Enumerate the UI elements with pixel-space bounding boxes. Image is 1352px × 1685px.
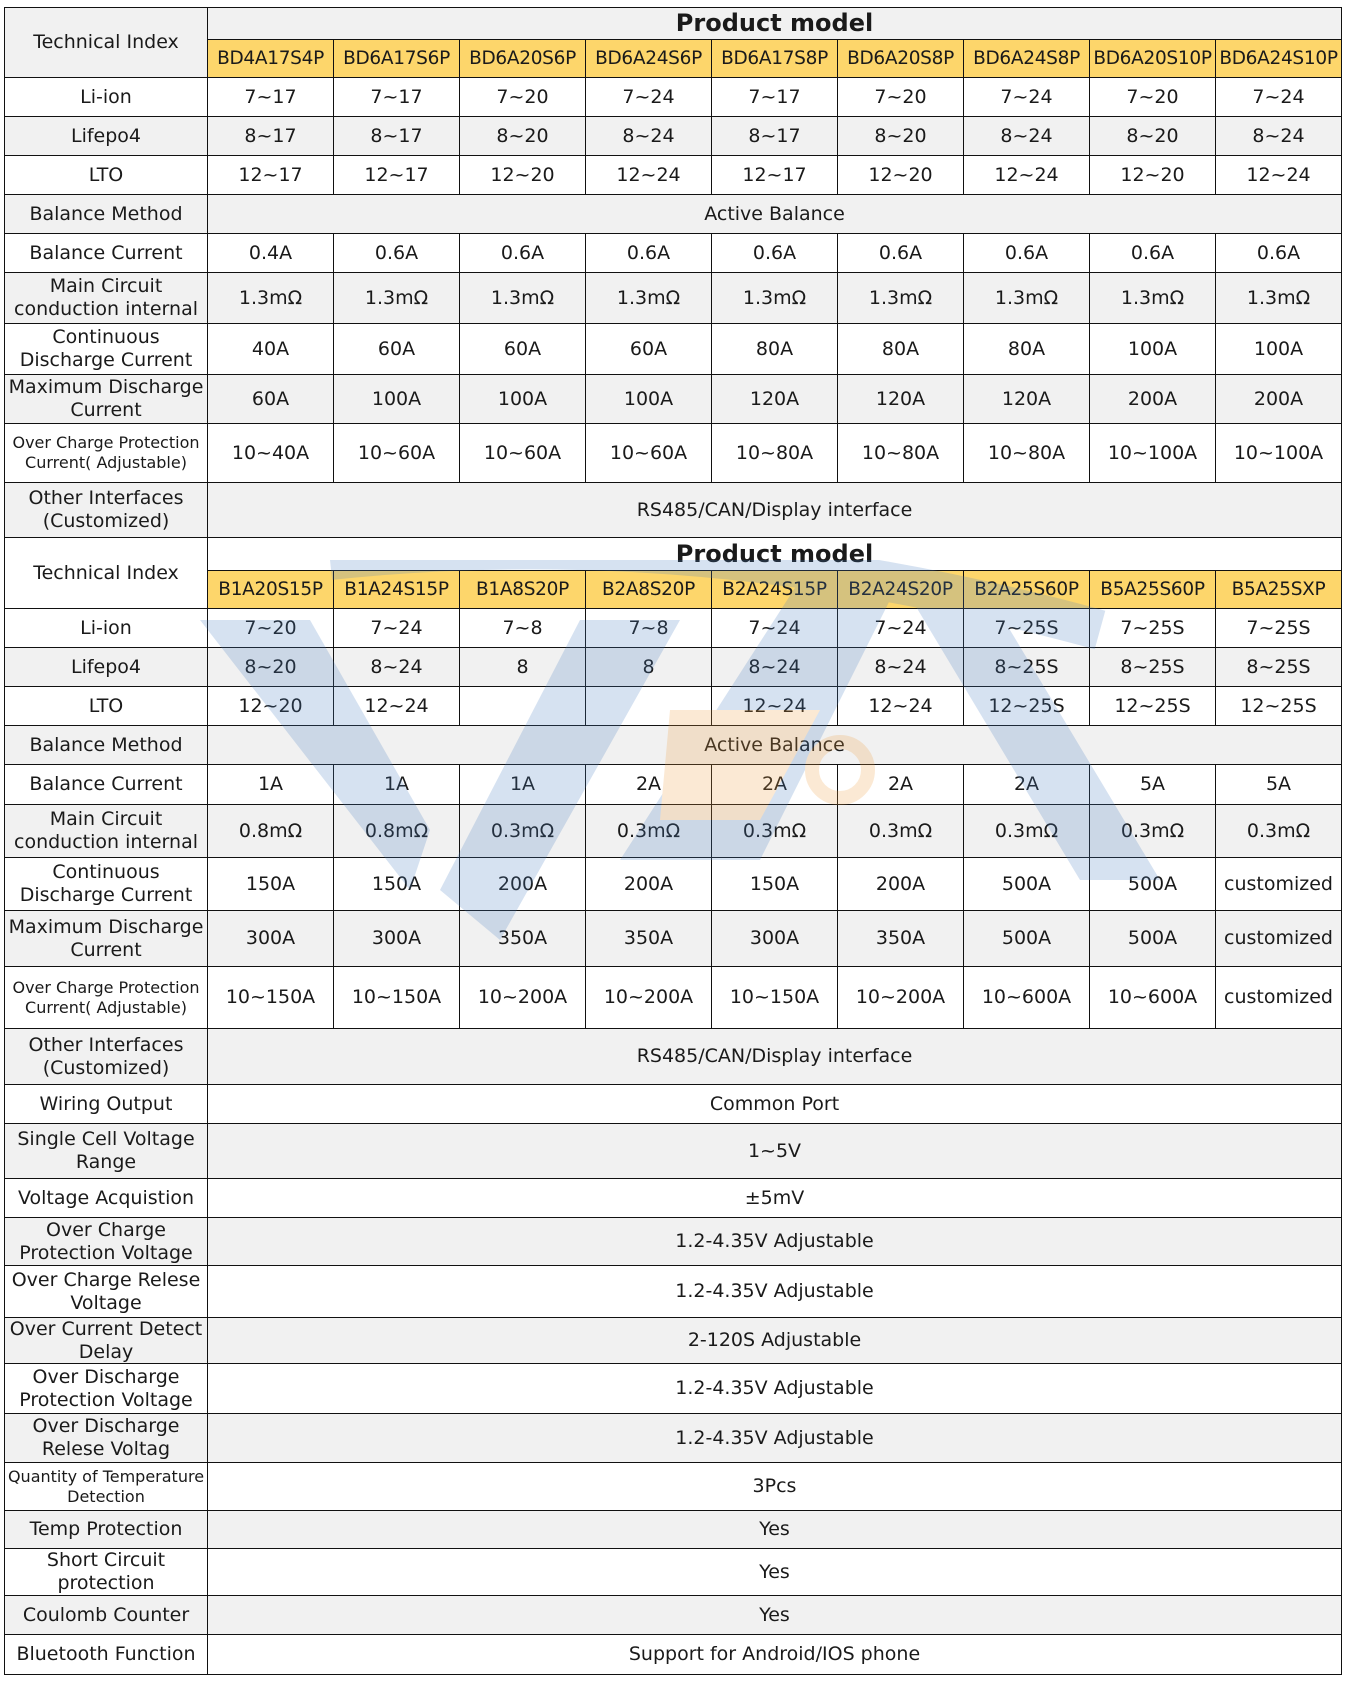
spec-value: 300A: [208, 911, 334, 967]
row-label: Maximum Discharge Current: [4, 375, 208, 424]
table-row: [4, 1364, 1342, 1414]
row-label: Other Interfaces (Customized): [4, 1029, 208, 1085]
table-row: [4, 648, 1342, 687]
spec-value: 12~24: [586, 156, 712, 195]
spec-value: 10~40A: [208, 424, 334, 483]
table-row: [4, 726, 1342, 765]
row-label: Short Circuit protection: [4, 1549, 208, 1596]
model-header-bd6a17s8p: BD6A17S8P: [712, 39, 838, 78]
spec-value: 200A: [838, 858, 964, 911]
spec-value: 7~8: [586, 609, 712, 648]
spec-value: 10~60A: [334, 424, 460, 483]
spec-value: 350A: [460, 911, 586, 967]
table-row: [4, 1511, 1342, 1549]
table-row: [4, 765, 1342, 805]
table-row: [4, 538, 1342, 609]
row-label: Continuous Discharge Current: [4, 858, 208, 911]
spec-value: 100A: [1216, 324, 1342, 375]
spec-value: 12~17: [334, 156, 460, 195]
spec-value: 8~17: [334, 117, 460, 156]
spec-value: 300A: [334, 911, 460, 967]
spec-value: 10~150A: [712, 967, 838, 1029]
row-label: Coulomb Counter: [4, 1596, 208, 1635]
spec-value: 150A: [208, 858, 334, 911]
spec-value: 10~80A: [964, 424, 1090, 483]
row-label: Li-ion: [4, 78, 208, 117]
table-row: [4, 7, 1342, 78]
spec-value: 350A: [838, 911, 964, 967]
table-row: [4, 1029, 1342, 1085]
spec-value: [586, 687, 712, 726]
spec-value: 8~20: [208, 648, 334, 687]
row-label: Continuous Discharge Current: [4, 324, 208, 375]
spec-value: 7~17: [208, 78, 334, 117]
table-row: [4, 1635, 1342, 1675]
spec-value: 8~17: [712, 117, 838, 156]
spec-value: 0.6A: [586, 234, 712, 273]
spec-value: 7~24: [838, 609, 964, 648]
bms-spec-table: [4, 7, 1342, 1683]
spec-value: 1.3mΩ: [1090, 273, 1216, 324]
spec-value: 150A: [712, 858, 838, 911]
product-model-title: Product model: [208, 7, 1342, 39]
spec-value: 8~25S: [1090, 648, 1216, 687]
model-header-bd4a17s4p: BD4A17S4P: [208, 39, 334, 78]
spec-value: 8~24: [334, 648, 460, 687]
table-row: [4, 609, 1342, 648]
spec-value: 300A: [712, 911, 838, 967]
spec-value: 150A: [334, 858, 460, 911]
spec-value: 120A: [964, 375, 1090, 424]
spec-value: 8~20: [1090, 117, 1216, 156]
spec-value: 12~17: [208, 156, 334, 195]
spec-value: customized: [1216, 911, 1342, 967]
spec-value: 0.4A: [208, 234, 334, 273]
row-label: Quantity of Temperature Detection: [4, 1463, 208, 1511]
spec-value: 120A: [838, 375, 964, 424]
row-value-merged: Yes: [208, 1596, 1342, 1635]
spec-value: 12~24: [334, 687, 460, 726]
row-value-merged: Common Port: [208, 1085, 1342, 1124]
row-value-merged: Yes: [208, 1549, 1342, 1596]
spec-value: 500A: [1090, 858, 1216, 911]
spec-value: 8: [460, 648, 586, 687]
row-value-merged: RS485/CAN/Display interface: [208, 483, 1342, 538]
spec-value: 7~20: [838, 78, 964, 117]
table-row: [4, 424, 1342, 483]
table-row: [4, 234, 1342, 273]
spec-value: 100A: [586, 375, 712, 424]
spec-value: 12~17: [712, 156, 838, 195]
spec-value: 1.3mΩ: [712, 273, 838, 324]
spec-value: 12~25S: [1090, 687, 1216, 726]
table-row: [4, 156, 1342, 195]
model-header-bd6a20s6p: BD6A20S6P: [460, 39, 586, 78]
spec-value: 10~200A: [586, 967, 712, 1029]
row-value-merged: Active Balance: [208, 195, 1342, 234]
model-header-b1a8s20p: B1A8S20P: [460, 570, 586, 609]
spec-value: 1A: [334, 765, 460, 805]
spec-value: 8~25S: [964, 648, 1090, 687]
model-header-b5a25s60p: B5A25S60P: [1090, 570, 1216, 609]
row-value-merged: 3Pcs: [208, 1463, 1342, 1511]
table-row: [4, 78, 1342, 117]
model-header-b2a25s60p: B2A25S60P: [964, 570, 1090, 609]
spec-value: 500A: [964, 911, 1090, 967]
spec-value: 5A: [1216, 765, 1342, 805]
spec-value: 12~24: [712, 687, 838, 726]
row-value-merged: Yes: [208, 1511, 1342, 1549]
spec-value: 0.8mΩ: [208, 805, 334, 858]
model-header-bd6a24s6p: BD6A24S6P: [586, 39, 712, 78]
row-label: Main Circuit conduction internal: [4, 805, 208, 858]
technical-index-header: Technical Index: [4, 538, 208, 609]
spec-value: 120A: [712, 375, 838, 424]
table-row: [4, 1596, 1342, 1635]
spec-value: 2A: [838, 765, 964, 805]
spec-value: 8~24: [838, 648, 964, 687]
spec-value: 0.8mΩ: [334, 805, 460, 858]
model-header-bd6a20s10p: BD6A20S10P: [1090, 39, 1216, 78]
row-label: Over Charge Protection Voltage: [4, 1218, 208, 1266]
table-row: [4, 273, 1342, 324]
spec-value: 80A: [712, 324, 838, 375]
model-header-bd6a20s8p: BD6A20S8P: [838, 39, 964, 78]
spec-value: 1.3mΩ: [460, 273, 586, 324]
spec-value: 10~80A: [712, 424, 838, 483]
table-row: [4, 1218, 1342, 1266]
spec-value: 60A: [208, 375, 334, 424]
table-row: [4, 1318, 1342, 1364]
spec-value: 0.6A: [1216, 234, 1342, 273]
spec-value: 12~20: [460, 156, 586, 195]
spec-value: 10~150A: [208, 967, 334, 1029]
row-label: Bluetooth Function: [4, 1635, 208, 1675]
table-row: [4, 1085, 1342, 1124]
row-label: Balance Current: [4, 765, 208, 805]
spec-value: 0.6A: [712, 234, 838, 273]
spec-value: 12~24: [964, 156, 1090, 195]
spec-value: 0.3mΩ: [1090, 805, 1216, 858]
row-label: Maximum Discharge Current: [4, 911, 208, 967]
spec-value: 7~17: [334, 78, 460, 117]
table-row: [4, 375, 1342, 424]
row-label: Over Charge Protection Current( Adjustable): [4, 424, 208, 483]
spec-value: 0.3mΩ: [460, 805, 586, 858]
row-value-merged: ±5mV: [208, 1179, 1342, 1218]
spec-value: 0.3mΩ: [712, 805, 838, 858]
row-label: Over Discharge Protection Voltage: [4, 1364, 208, 1414]
spec-value: 7~20: [208, 609, 334, 648]
spec-value: 10~60A: [460, 424, 586, 483]
spec-value: 0.3mΩ: [838, 805, 964, 858]
row-label: Single Cell Voltage Range: [4, 1124, 208, 1179]
table-row: [4, 117, 1342, 156]
spec-value: 8~20: [460, 117, 586, 156]
spec-value: 10~600A: [1090, 967, 1216, 1029]
spec-value: 0.6A: [964, 234, 1090, 273]
model-header-bd6a24s10p: BD6A24S10P: [1216, 39, 1342, 78]
spec-value: 5A: [1090, 765, 1216, 805]
spec-value: 10~200A: [460, 967, 586, 1029]
row-value-merged: 2-120S Adjustable: [208, 1318, 1342, 1364]
spec-value: 0.6A: [334, 234, 460, 273]
row-label: Wiring Output: [4, 1085, 208, 1124]
spec-value: 12~25S: [964, 687, 1090, 726]
spec-value: 1A: [208, 765, 334, 805]
table-row: [4, 1414, 1342, 1463]
spec-value: 200A: [1216, 375, 1342, 424]
spec-value: 8~24: [586, 117, 712, 156]
row-label: Balance Method: [4, 726, 208, 765]
spec-value: 7~24: [964, 78, 1090, 117]
row-label: Voltage Acquistion: [4, 1179, 208, 1218]
spec-value: 7~25S: [964, 609, 1090, 648]
table-row: [4, 967, 1342, 1029]
spec-value: 1.3mΩ: [586, 273, 712, 324]
spec-value: 8~17: [208, 117, 334, 156]
spec-value: 1.3mΩ: [334, 273, 460, 324]
spec-value: 80A: [838, 324, 964, 375]
row-value-merged: 1~5V: [208, 1124, 1342, 1179]
spec-value: 10~80A: [838, 424, 964, 483]
spec-value: 7~24: [1216, 78, 1342, 117]
spec-value: 10~150A: [334, 967, 460, 1029]
spec-value: 7~25S: [1216, 609, 1342, 648]
table-row: [4, 911, 1342, 967]
spec-value: 0.3mΩ: [1216, 805, 1342, 858]
spec-value: 10~200A: [838, 967, 964, 1029]
spec-value: 12~24: [1216, 156, 1342, 195]
spec-value: 7~24: [586, 78, 712, 117]
spec-value: 7~20: [460, 78, 586, 117]
row-label: Lifepo4: [4, 117, 208, 156]
table-row: [4, 1463, 1342, 1511]
spec-value: 0.6A: [1090, 234, 1216, 273]
spec-value: 8~24: [712, 648, 838, 687]
model-header-b5a25sxp: B5A25SXP: [1216, 570, 1342, 609]
spec-value: 200A: [586, 858, 712, 911]
spec-value: 7~20: [1090, 78, 1216, 117]
spec-value: 1A: [460, 765, 586, 805]
spec-value: 500A: [964, 858, 1090, 911]
row-label: LTO: [4, 687, 208, 726]
table-row: [4, 687, 1342, 726]
model-header-b2a24s20p: B2A24S20P: [838, 570, 964, 609]
spec-value: 0.6A: [838, 234, 964, 273]
spec-value: 1.3mΩ: [964, 273, 1090, 324]
spec-value: 8~25S: [1216, 648, 1342, 687]
row-label: Balance Method: [4, 195, 208, 234]
spec-value: 12~20: [208, 687, 334, 726]
spec-value: 7~8: [460, 609, 586, 648]
spec-value: 1.3mΩ: [1216, 273, 1342, 324]
row-value-merged: Active Balance: [208, 726, 1342, 765]
spec-value: 100A: [460, 375, 586, 424]
table-row: [4, 1266, 1342, 1318]
spec-value: 7~25S: [1090, 609, 1216, 648]
spec-value: customized: [1216, 858, 1342, 911]
row-label: Over Charge Protection Current( Adjustable): [4, 967, 208, 1029]
spec-value: 60A: [460, 324, 586, 375]
row-label: LTO: [4, 156, 208, 195]
model-header-b1a24s15p: B1A24S15P: [334, 570, 460, 609]
spec-value: 12~25S: [1216, 687, 1342, 726]
spec-value: 10~60A: [586, 424, 712, 483]
table-row: [4, 195, 1342, 234]
spec-value: 200A: [460, 858, 586, 911]
row-value-merged: Support for Android/IOS phone: [208, 1635, 1342, 1675]
spec-value: 7~17: [712, 78, 838, 117]
row-label: Over Discharge Relese Voltag: [4, 1414, 208, 1463]
model-header-b2a24s15p: B2A24S15P: [712, 570, 838, 609]
table-row: [4, 1124, 1342, 1179]
spec-value: 10~100A: [1216, 424, 1342, 483]
spec-value: 2A: [712, 765, 838, 805]
spec-value: 60A: [334, 324, 460, 375]
spec-value: 2A: [586, 765, 712, 805]
spec-value: 100A: [1090, 324, 1216, 375]
spec-value: 60A: [586, 324, 712, 375]
spec-value: 350A: [586, 911, 712, 967]
spec-value: 7~24: [334, 609, 460, 648]
spec-value: 0.3mΩ: [964, 805, 1090, 858]
row-label: Main Circuit conduction internal: [4, 273, 208, 324]
spec-value: 12~20: [838, 156, 964, 195]
table-row: [4, 805, 1342, 858]
table-row: [4, 324, 1342, 375]
row-label: Over Charge Relese Voltage: [4, 1266, 208, 1318]
table-row: [4, 483, 1342, 538]
spec-value: 8~24: [964, 117, 1090, 156]
spec-value: 8~20: [838, 117, 964, 156]
row-value-merged: 1.2-4.35V Adjustable: [208, 1364, 1342, 1414]
row-value-merged: 1.2-4.35V Adjustable: [208, 1414, 1342, 1463]
row-label: Temp Protection: [4, 1511, 208, 1549]
spec-value: 1.3mΩ: [208, 273, 334, 324]
spec-value: 0.6A: [460, 234, 586, 273]
row-value-merged: 1.2-4.35V Adjustable: [208, 1218, 1342, 1266]
spec-value: 8: [586, 648, 712, 687]
model-header-bd6a17s6p: BD6A17S6P: [334, 39, 460, 78]
row-label: Li-ion: [4, 609, 208, 648]
table-row: [4, 1179, 1342, 1218]
spec-value: 1.3mΩ: [838, 273, 964, 324]
spec-value: 500A: [1090, 911, 1216, 967]
spec-value: customized: [1216, 967, 1342, 1029]
spec-value: 40A: [208, 324, 334, 375]
spec-value: 12~24: [838, 687, 964, 726]
spec-value: 80A: [964, 324, 1090, 375]
model-header-bd6a24s8p: BD6A24S8P: [964, 39, 1090, 78]
row-label: Lifepo4: [4, 648, 208, 687]
spec-value: 7~24: [712, 609, 838, 648]
table-row: [4, 858, 1342, 911]
row-label: Balance Current: [4, 234, 208, 273]
spec-value: 10~600A: [964, 967, 1090, 1029]
product-model-title: Product model: [208, 538, 1342, 570]
row-label: Over Current Detect Delay: [4, 1318, 208, 1364]
spec-value: 0.3mΩ: [586, 805, 712, 858]
row-value-merged: 1.2-4.35V Adjustable: [208, 1266, 1342, 1318]
row-value-merged: RS485/CAN/Display interface: [208, 1029, 1342, 1085]
spec-value: 12~20: [1090, 156, 1216, 195]
spec-value: 8~24: [1216, 117, 1342, 156]
model-header-b2a8s20p: B2A8S20P: [586, 570, 712, 609]
spec-value: 2A: [964, 765, 1090, 805]
spec-value: [460, 687, 586, 726]
spec-value: 10~100A: [1090, 424, 1216, 483]
spec-value: 100A: [334, 375, 460, 424]
model-header-b1a20s15p: B1A20S15P: [208, 570, 334, 609]
technical-index-header: Technical Index: [4, 7, 208, 78]
row-label: Other Interfaces (Customized): [4, 483, 208, 538]
spec-value: 200A: [1090, 375, 1216, 424]
table-row: [4, 1549, 1342, 1596]
